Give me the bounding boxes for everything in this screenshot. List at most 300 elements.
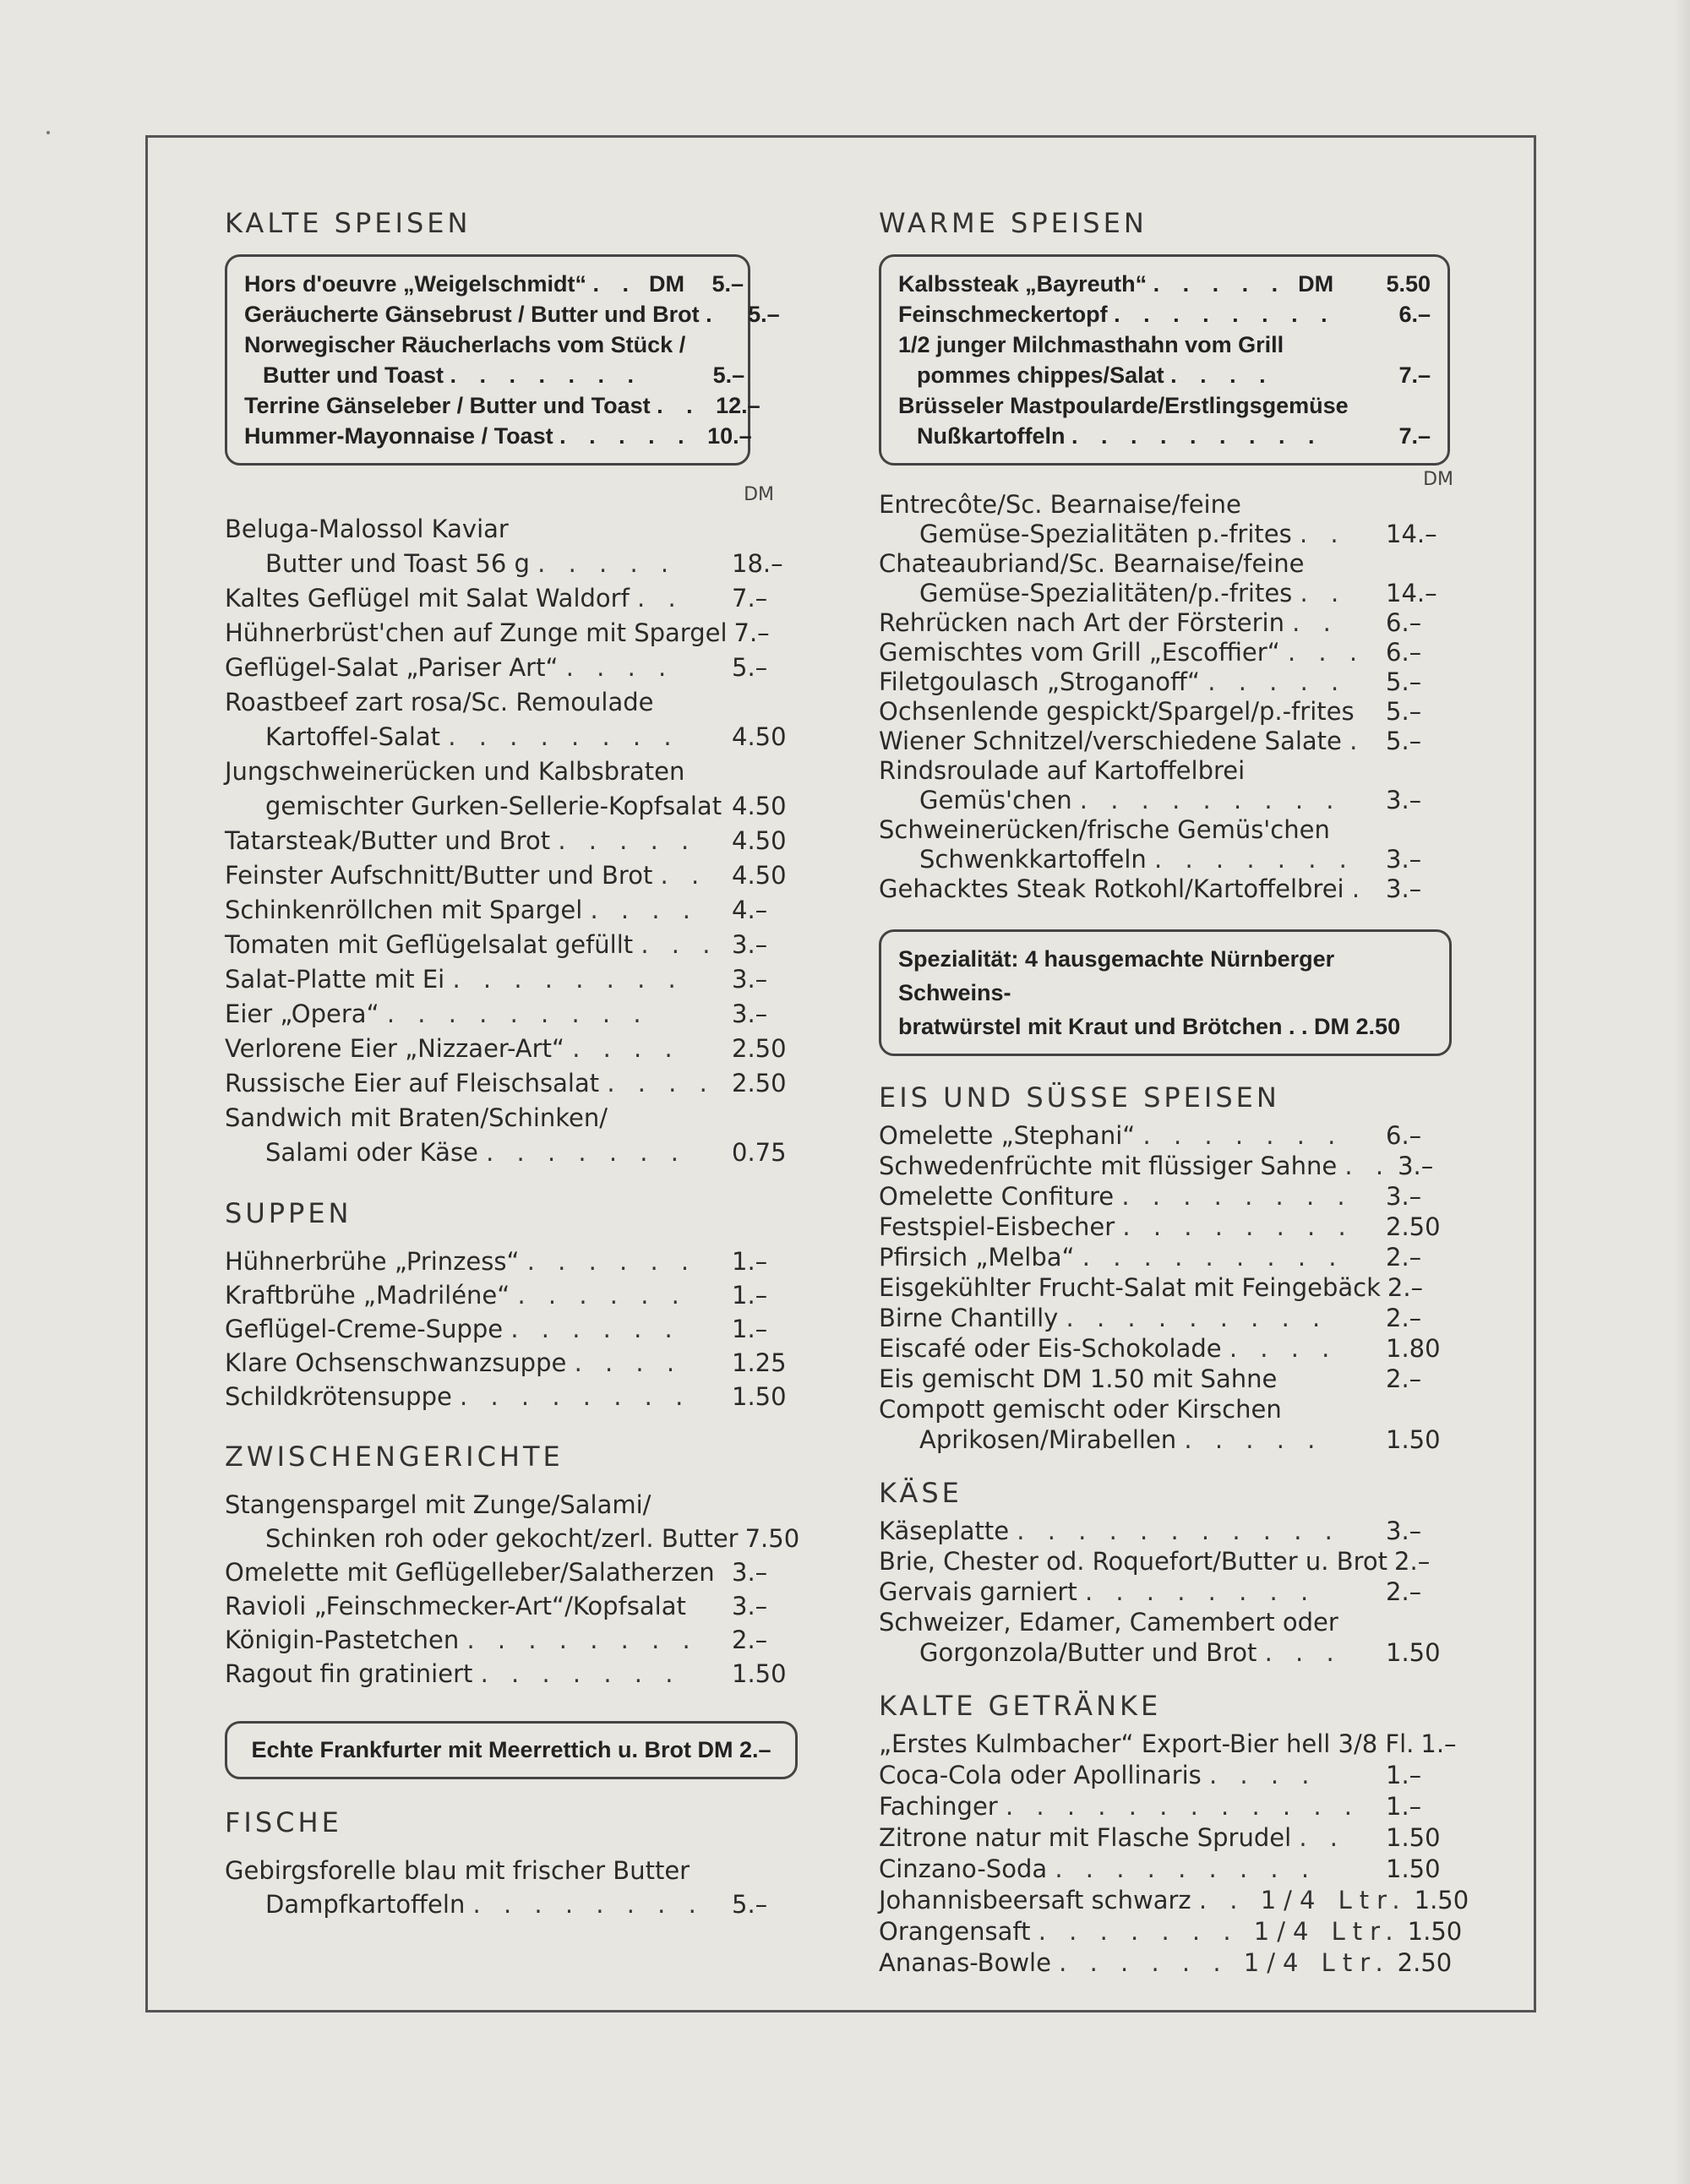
menu-item-name: [879, 697, 1379, 727]
menu-item-continuation-text: Dampfkartoffeln: [265, 1890, 466, 1919]
leader-dots: . . . . . . . .: [452, 965, 684, 994]
menu-item-name: [879, 549, 1379, 608]
menu-item-price: 2.50: [1397, 1948, 1453, 1977]
menu-item: [225, 1488, 799, 1555]
menu-item: [225, 962, 799, 997]
leader-dots: . . .: [1287, 638, 1366, 667]
box-item-name-line: Brüsseler Mastpoularde/Erstlingsgemüse: [898, 393, 1349, 418]
menu-item-name-line: Rehrücken nach Art der Försterin: [879, 608, 1284, 637]
menu-item-name: [879, 727, 1379, 756]
paper-speck: [46, 131, 50, 134]
menu-item-name: [225, 1066, 725, 1101]
menu-item-name-line: Ochsenlende gespickt/Spargel/p.-frites: [879, 697, 1355, 726]
menu-item: [879, 1364, 1453, 1394]
menu-item: [879, 1947, 1453, 1979]
box-menu-item: [244, 330, 745, 390]
menu-item-name: [225, 1244, 725, 1278]
menu-item-name-line: Tomaten mit Geflügelsalat gefüllt: [225, 930, 634, 959]
leader-dots: . . . . . . . . .: [1071, 423, 1323, 449]
menu-item-name: [225, 754, 725, 824]
menu-item-name: [225, 1032, 725, 1066]
box-item-continuation: [244, 360, 685, 390]
box-item-name-line: Hummer-Mayonnaise / Toast: [244, 423, 553, 449]
leader-dots: . . . . . . . .: [1114, 302, 1336, 327]
menu-item-price: 5.–: [732, 1890, 768, 1919]
menu-item: [879, 1151, 1453, 1181]
menu-item: [879, 1212, 1453, 1242]
menu-item: [879, 1181, 1453, 1212]
menu-item: [879, 1607, 1453, 1668]
menu-item-name-line: Ananas-Bowle: [879, 1948, 1051, 1977]
menu-item: [879, 1577, 1453, 1607]
menu-item-price: 5.–: [1386, 667, 1422, 696]
leader-dots: . . . . .: [1184, 1425, 1323, 1454]
leader-dots: . . . . . . 1/4 Ltr.: [1059, 1948, 1391, 1977]
leader-dots: . .: [1299, 520, 1346, 548]
leader-dots: . . . . . . . . .: [1079, 786, 1342, 814]
menu-item-price: 4.50: [732, 722, 787, 751]
menu-item-price: 2.–: [1386, 1364, 1422, 1393]
warme-speisen-list: [879, 490, 1453, 904]
menu-item-name-line: Omelette mit Geflügelleber/Salatherzen: [225, 1558, 715, 1587]
menu-item-name-line: Birne Chantilly: [879, 1304, 1059, 1332]
menu-item: [879, 638, 1453, 667]
box-item-continuation-text: Butter und Toast: [263, 362, 444, 388]
heading-kalte-speisen: KALTE SPEISEN: [225, 207, 472, 239]
menu-item-name-line: Compott gemischt oder Kirschen: [879, 1395, 1282, 1424]
menu-item: [225, 1555, 799, 1589]
menu-item-name-line: Ragout fin gratiniert: [225, 1659, 473, 1688]
menu-item: [225, 1312, 799, 1346]
menu-item-price: 2.50: [732, 1069, 787, 1097]
menu-item-continuation-text: Aprikosen/Mirabellen: [919, 1425, 1177, 1454]
suppen-list: [225, 1244, 799, 1413]
menu-item: [225, 928, 799, 962]
menu-item: [225, 651, 799, 685]
menu-item-name-line: Entrecôte/Sc. Bearnaise/feine: [879, 490, 1241, 519]
box-item-name-line: Geräucherte Gänsebrust / Butter und Brot: [244, 302, 700, 327]
menu-item-price: 4.50: [732, 792, 787, 820]
menu-item-price: 2.–: [1386, 1243, 1422, 1272]
menu-item-price: 1.25: [732, 1348, 787, 1377]
menu-item-price: 2.–: [1386, 1577, 1422, 1606]
menu-item-price: 3.–: [732, 1558, 768, 1587]
menu-item-name-line: Pfirsich „Melba“: [879, 1243, 1075, 1272]
menu-item: [879, 1516, 1453, 1546]
menu-item-name-continuation: [225, 1136, 725, 1170]
box-menu-item: [244, 269, 744, 299]
menu-item-name-continuation: [225, 720, 725, 754]
menu-item-continuation-text: Schinken roh oder gekocht/zerl. Butter: [265, 1524, 739, 1553]
heading-suppen: SUPPEN: [225, 1197, 352, 1229]
leader-dots: . .: [637, 584, 684, 613]
menu-item-name-line: Schwedenfrüchte mit flüssiger Sahne: [879, 1152, 1338, 1180]
menu-item-name-line: Cinzano-Soda: [879, 1854, 1048, 1883]
page-edge-shadow: [1675, 0, 1690, 2184]
box-item-price: 5.–: [712, 362, 745, 388]
zwischengerichte-list: [225, 1488, 799, 1691]
box-item-continuation: [898, 360, 1371, 390]
menu-item-price: 1.50: [1386, 1638, 1441, 1667]
menu-item-name: [879, 1607, 1379, 1668]
menu-item-price: 6.–: [1386, 608, 1422, 637]
menu-item-name: [879, 756, 1379, 815]
menu-item-name: [879, 1885, 1408, 1916]
box-menu-item: [244, 421, 752, 451]
menu-item-name-continuation: [879, 520, 1379, 549]
currency-label: DM: [1298, 271, 1334, 297]
menu-item-name: [879, 1212, 1379, 1242]
box-item-name: [898, 390, 1371, 451]
leader-dots: .: [1349, 727, 1366, 755]
menu-item: [879, 1272, 1453, 1303]
spezialitaet-box: [879, 929, 1452, 1056]
menu-item-name-line: Salat-Platte mit Ei: [225, 965, 445, 994]
leader-dots: . . . . .: [537, 549, 677, 578]
leader-dots: . . . . . . . . .: [1066, 1304, 1328, 1332]
menu-item-name-line: Zitrone natur mit Flasche Sprudel: [879, 1823, 1292, 1852]
menu-item: [225, 685, 799, 754]
menu-item-price: 1.50: [1386, 1823, 1441, 1852]
leader-dots: . . . . . . . 1/4 Ltr.: [1038, 1917, 1401, 1946]
menu-item-name-line: Kraftbrühe „Madriléne“: [225, 1281, 510, 1310]
box-item-name-line: Terrine Gänseleber / Butter und Toast: [244, 393, 651, 418]
box-item-name: [898, 299, 1371, 330]
box-item-name-line: Hors d'oeuvre „Weigelschmidt“: [244, 271, 587, 297]
menu-item-name: [225, 858, 725, 893]
menu-item-name: [879, 1394, 1379, 1455]
leader-dots: . . . .: [565, 653, 674, 682]
leader-dots: . . . . . . . .: [1121, 1182, 1353, 1211]
leader-dots: . . . . . . .: [480, 1659, 681, 1688]
menu-item-name-line: Stangenspargel mit Zunge/Salami/: [225, 1490, 651, 1519]
menu-item-price: 6.–: [1386, 638, 1422, 667]
menu-item-name-line: Schweinerücken/frische Gemüs'chen: [879, 815, 1330, 844]
menu-item-price: 1.50: [1386, 1425, 1441, 1454]
leader-dots: . . . . .: [558, 826, 697, 855]
menu-item: [879, 1791, 1453, 1822]
leader-dots: . .: [657, 393, 701, 418]
left-column: [225, 207, 799, 1921]
menu-item: [879, 874, 1453, 904]
box-item-price: 10.–: [707, 423, 752, 449]
menu-item: [879, 1303, 1453, 1333]
menu-item: [225, 824, 799, 858]
menu-item-price: 1.80: [1386, 1334, 1441, 1363]
menu-item-price: 3.–: [1386, 1182, 1422, 1211]
menu-item-name-line: Gervais garniert: [879, 1577, 1077, 1606]
menu-item-name-line: Verlorene Eier „Nizzaer-Art“: [225, 1034, 564, 1063]
menu-item-name: [879, 1120, 1379, 1151]
leader-dots: . . . . . . . . . . .: [1017, 1517, 1340, 1545]
leader-dots: . . . .: [1208, 1761, 1317, 1789]
menu-item-name-line: Brie, Chester od. Roquefort/Butter u. Brot: [879, 1547, 1388, 1576]
menu-item-name-line: Eisgekühlter Frucht-Salat mit Feingebäck: [879, 1273, 1381, 1302]
menu-item: [225, 1032, 799, 1066]
box-item-price: 7.–: [1398, 423, 1431, 449]
menu-item-continuation-text: Gemüse-Spezialitäten p.-frites: [919, 520, 1292, 548]
box-item-name: [898, 330, 1371, 390]
menu-item-name: [879, 1151, 1391, 1181]
leader-dots: . . . . .: [1208, 667, 1347, 696]
leader-dots: . . 1/4 Ltr.: [1198, 1886, 1408, 1914]
menu-item-name: [879, 1791, 1379, 1822]
menu-item: [225, 1657, 799, 1691]
menu-item-price: 3.–: [732, 1592, 768, 1620]
menu-item-price: 3.–: [1386, 1517, 1422, 1545]
menu-item: [879, 1242, 1453, 1272]
menu-item: [225, 1589, 799, 1623]
leader-dots: . . .: [641, 930, 718, 959]
menu-item-price: 5.–: [1386, 697, 1422, 726]
menu-item: [879, 1333, 1453, 1364]
menu-item-name-continuation: [879, 1424, 1379, 1455]
menu-item-price: 3.–: [1386, 845, 1422, 874]
menu-item-continuation-text: Butter und Toast 56 g: [265, 549, 530, 578]
menu-item-name: [879, 1822, 1379, 1854]
box-menu-item: [898, 269, 1431, 299]
menu-item-price: 4.–: [732, 896, 768, 924]
menu-item-name-line: „Erstes Kulmbacher“ Export-Bier hell 3/8 Fl.: [879, 1729, 1415, 1758]
box-item-name: [244, 269, 684, 299]
box-item-price: 12.–: [716, 393, 760, 418]
menu-item-continuation-text: gemischter Gurken-Sellerie-Kopfsalat: [265, 792, 722, 820]
leader-dots: . . . . . .: [517, 1281, 687, 1310]
menu-item-name: [879, 1242, 1379, 1272]
leader-dots: . . . .: [1170, 362, 1274, 388]
menu-item-price: 3.–: [732, 965, 768, 994]
menu-item-name-line: Feinster Aufschnitt/Butter und Brot: [225, 861, 653, 890]
menu-item-price: 6.–: [1386, 1121, 1422, 1150]
menu-item-price: 7.–: [732, 584, 768, 613]
menu-item-name: [879, 1333, 1379, 1364]
menu-item: [879, 1394, 1453, 1455]
heading-getraenke: KALTE GETRÄNKE: [879, 1690, 1162, 1722]
menu-item-price: 1.–: [1420, 1729, 1457, 1758]
menu-item-name: [225, 512, 725, 581]
menu-item-name-line: Gebirgsforelle blau mit frischer Butter: [225, 1856, 690, 1885]
menu-item: [879, 1854, 1453, 1885]
menu-item-name: [879, 1947, 1391, 1979]
menu-item-price: 1.–: [732, 1247, 768, 1276]
menu-item-name-line: Festspiel-Eisbecher: [879, 1212, 1115, 1241]
box-item-continuation-text: Nußkartoffeln: [917, 423, 1066, 449]
leader-dots: . . . . .: [559, 423, 693, 449]
menu-item-name: [225, 1488, 739, 1555]
menu-item-name: [225, 962, 725, 997]
leader-dots: . . . . . . . .: [466, 1626, 698, 1654]
box-item-price: 5.–: [748, 302, 780, 327]
box-item-name: [244, 421, 693, 451]
leader-dots: . . . . . . .: [1154, 845, 1355, 874]
heading-warme-speisen: WARME SPEISEN: [879, 207, 1148, 239]
box-menu-item: [244, 299, 780, 330]
menu-item-price: 18.–: [732, 549, 783, 578]
menu-item-price: 7.50: [744, 1524, 800, 1553]
frankfurter-text: Echte Frankfurter mit Meerrettich u. Brot DM 2.–: [251, 1737, 771, 1762]
menu-item-name-line: Jungschweinerücken und Kalbsbraten: [225, 757, 685, 786]
fische-list: [225, 1854, 799, 1921]
menu-item-name-line: Gemischtes vom Grill „Escoffier“: [879, 638, 1280, 667]
menu-item: [879, 1916, 1463, 1947]
menu-item-name-line: Königin-Pastetchen: [225, 1626, 460, 1654]
menu-item: [225, 616, 799, 651]
leader-dots: . . . . . .: [510, 1315, 680, 1343]
menu-item: [225, 581, 799, 616]
menu-item-name-continuation: [225, 1522, 739, 1555]
menu-item-price: 1.–: [1386, 1792, 1422, 1821]
menu-item-name-continuation: [225, 547, 725, 581]
menu-item-name: [225, 1623, 725, 1657]
menu-item-name: [225, 997, 725, 1032]
spezialitaet-line-2: bratwürstel mit Kraut und Brötchen . . DM 2.50: [898, 1014, 1401, 1039]
menu-item-name: [225, 1346, 725, 1380]
menu-item: [225, 1380, 799, 1413]
menu-item-price: 3.–: [1398, 1152, 1434, 1180]
leader-dots: .: [1351, 874, 1368, 903]
menu-item-name-line: Filetgoulasch „Stroganoff“: [879, 667, 1201, 696]
leader-dots: . . . . . . .: [1142, 1121, 1344, 1150]
menu-item: [879, 1546, 1453, 1577]
menu-item-name-line: Geflügel-Salat „Pariser Art“: [225, 653, 559, 682]
menu-item-name: [879, 1364, 1379, 1394]
menu-item: [879, 1760, 1453, 1791]
menu-item: [225, 997, 799, 1032]
menu-item-name-line: Schildkrötensuppe: [225, 1382, 452, 1411]
menu-item: [879, 727, 1453, 756]
menu-item-price: 3.–: [732, 930, 768, 959]
currency-label: DM: [649, 271, 685, 297]
menu-item-name-line: Ravioli „Feinschmecker-Art“/Kopfsalat: [225, 1592, 686, 1620]
menu-item-name-line: Chateaubriand/Sc. Bearnaise/feine: [879, 549, 1305, 578]
box-menu-item: [244, 390, 760, 421]
box-item-name: [898, 269, 1371, 299]
menu-item-name-line: Eiscafé oder Eis-Schokolade: [879, 1334, 1222, 1363]
kalte-speisen-list: [225, 512, 799, 1170]
menu-item: [879, 490, 1453, 549]
menu-item-name-line: Eis gemischt DM 1.50 mit Sahne: [879, 1364, 1278, 1393]
menu-item-name: [225, 651, 725, 685]
menu-item-name-line: Omelette „Stephani“: [879, 1121, 1136, 1150]
box-item-name-line: Kalbssteak „Bayreuth“: [898, 271, 1148, 297]
menu-item-name: [225, 893, 725, 928]
menu-item: [225, 1066, 799, 1101]
leader-dots: . . . .: [574, 1348, 683, 1377]
menu-item-price: 1.–: [732, 1281, 768, 1310]
menu-item: [225, 1623, 799, 1657]
menu-item: [225, 1854, 799, 1921]
box-item-continuation-text: pommes chippes/Salat: [917, 362, 1164, 388]
menu-item-name-line: Hühnerbrüst'chen auf Zunge mit Spargel: [225, 618, 728, 647]
menu-item-name: [225, 1589, 725, 1623]
menu-item-price: 2.50: [732, 1034, 787, 1063]
box-item-price: 6.–: [1398, 302, 1431, 327]
menu-item-price: 1.–: [732, 1315, 768, 1343]
box-item-name-line: Norwegischer Räucherlachs vom Stück /: [244, 332, 686, 357]
menu-item-name-line: Klare Ochsenschwanzsuppe: [225, 1348, 567, 1377]
menu-item: [879, 756, 1453, 815]
heading-zwischengerichte: ZWISCHENGERICHTE: [225, 1441, 564, 1473]
leader-dots: . . . .: [1229, 1334, 1338, 1363]
menu-item-price: 7.–: [733, 618, 770, 647]
leader-dots: . .: [592, 271, 638, 297]
menu-item: [225, 512, 799, 581]
menu-item: [225, 1244, 799, 1278]
menu-item-name: [879, 1181, 1379, 1212]
menu-item-name-continuation: [879, 579, 1379, 608]
menu-item: [879, 549, 1453, 608]
menu-item-name-line: Roastbeef zart rosa/Sc. Remoulade: [225, 688, 654, 716]
eis-list: [879, 1120, 1453, 1455]
leader-dots: . . . . . . . .: [460, 1382, 691, 1411]
price-unit-label: DM: [744, 484, 774, 505]
spezialitaet-line-1: Spezialität: 4 hausgemachte Nürnberger Schweins-: [898, 946, 1335, 1005]
menu-item: [225, 858, 799, 893]
menu-item-name-line: Russische Eier auf Fleischsalat: [225, 1069, 600, 1097]
menu-item-name: [225, 1278, 725, 1312]
menu-item: [879, 1120, 1453, 1151]
menu-item-name-line: Gehacktes Steak Rotkohl/Kartoffelbrei: [879, 874, 1344, 903]
leader-dots: . . . . . . . .: [1122, 1212, 1354, 1241]
menu-item-name: [225, 928, 725, 962]
kaese-list: [879, 1516, 1453, 1668]
heading-eis: EIS UND SÜSSE SPEISEN: [879, 1081, 1280, 1114]
menu-item-name: [225, 1380, 725, 1413]
leader-dots: . . . . . . . . .: [386, 999, 649, 1028]
box-menu-item: [898, 390, 1431, 451]
leader-dots: . . . . . . .: [450, 362, 643, 388]
menu-item-name: [879, 608, 1379, 638]
menu-item: [879, 1822, 1453, 1854]
leader-dots: . .: [1344, 1152, 1392, 1180]
menu-item: [225, 1346, 799, 1380]
leader-dots: . . . . . . .: [486, 1138, 686, 1167]
menu-item: [225, 754, 799, 824]
box-item-continuation: [898, 421, 1371, 451]
menu-item-price: 2.–: [732, 1626, 768, 1654]
box-menu-item: [898, 299, 1431, 330]
menu-item-name-line: Fachinger: [879, 1792, 998, 1821]
box-item-price: 5.–: [711, 271, 744, 297]
leader-dots: . . . . . . . . . . . .: [1005, 1792, 1360, 1821]
leader-dots: . . . . .: [1153, 271, 1287, 297]
menu-item: [879, 608, 1453, 638]
menu-item-name: [879, 1516, 1379, 1546]
menu-item-name: [879, 490, 1379, 549]
menu-item-price: 2.–: [1387, 1273, 1424, 1302]
menu-item: [879, 815, 1453, 874]
menu-item-continuation-text: Kartoffel-Salat: [265, 722, 441, 751]
menu-item-name-continuation: [879, 1637, 1379, 1668]
menu-item-price: 14.–: [1386, 579, 1437, 607]
menu-item-price: 0.75: [732, 1138, 787, 1167]
menu-item-price: 2.–: [1386, 1304, 1422, 1332]
menu-item-name: [879, 1272, 1381, 1303]
menu-item-name: [225, 616, 728, 651]
menu-item-name-line: Coca-Cola oder Apollinaris: [879, 1761, 1202, 1789]
menu-item-name-line: Sandwich mit Braten/Schinken/: [225, 1103, 608, 1132]
leader-dots: . . . . . . . .: [448, 722, 679, 751]
box-item-price: 7.–: [1398, 362, 1431, 388]
menu-item-price: 1.50: [1407, 1917, 1463, 1946]
menu-item-name: [879, 815, 1379, 874]
menu-item-name: [225, 581, 725, 616]
leader-dots: . . . . . . . .: [1084, 1577, 1317, 1606]
leader-dots: . . . .: [572, 1034, 680, 1063]
menu-item-name-line: Beluga-Malossol Kaviar: [225, 515, 509, 543]
menu-item-price: 1.50: [1414, 1886, 1469, 1914]
menu-item-price: 4.50: [732, 861, 787, 890]
